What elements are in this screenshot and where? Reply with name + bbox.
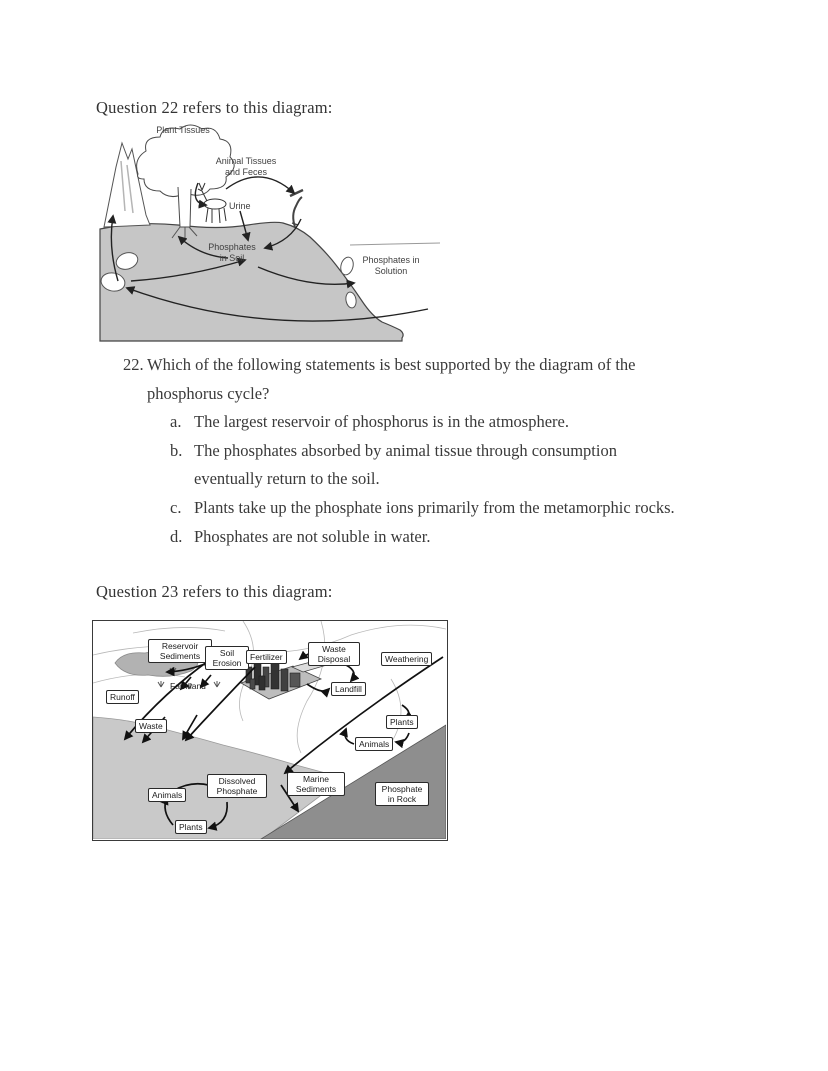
question-22-number: 22. — [123, 355, 144, 374]
label-phosphates-in-solution: Phosphates in Solution — [362, 255, 420, 276]
soil-mass — [100, 222, 403, 341]
label-waste-disposal: Waste Disposal — [308, 642, 360, 666]
label-fertilizer: Fertilizer — [246, 650, 287, 664]
arrow-waste-disposal-to-landfill — [346, 665, 354, 681]
water-line — [350, 243, 440, 245]
stem-line-2: phosphorus cycle? — [147, 383, 270, 403]
option-d-letter: d. — [170, 526, 183, 546]
arrow-plants-to-animals — [396, 733, 409, 742]
tree-trunk — [178, 187, 191, 227]
animal-remains-illustration — [290, 190, 303, 227]
label-marine-sediments: Marine Sediments — [287, 772, 345, 796]
label-soil-erosion: Soil Erosion — [205, 646, 249, 670]
option-b — [170, 437, 743, 494]
option-b-text-line-1: The phosphates absorbed by animal tissue through consumption — [194, 440, 617, 460]
option-d-text: Phosphates are not soluble in water. — [194, 526, 431, 546]
label-dissolved-phosphate: Dissolved Phosphate — [207, 774, 267, 798]
phosphorus-cycle-human-diagram — [92, 620, 448, 841]
label-urine: Urine — [229, 201, 251, 211]
label-plants-land: Plants — [386, 715, 418, 729]
option-a-letter: a. — [170, 412, 182, 432]
label-weathering: Weathering — [381, 652, 432, 666]
arrow-fertilizer-to-sea — [186, 667, 255, 740]
question-22-block — [123, 351, 743, 551]
stem-line-1: Which of the following statements is best supported by the diagram of the — [147, 355, 636, 374]
label-waste: Waste — [135, 719, 167, 733]
label-phosphate-in-rock: Phosphate in Rock — [375, 782, 429, 806]
question-22-stem — [123, 351, 743, 408]
option-b-text-line-2: eventually return to the soil. — [194, 469, 380, 489]
label-landfill: Landfill — [331, 682, 366, 696]
question23-intro-text: Question 23 refers to this diagram: — [96, 582, 333, 601]
phosphorus-cycle-natural-art — [98, 119, 440, 349]
option-d — [170, 523, 743, 552]
label-animals-water: Animals — [148, 788, 186, 802]
label-animals-land: Animals — [355, 737, 393, 751]
option-c — [170, 494, 743, 523]
option-c-text: Plants take up the phosphate ions primarily from the metamorphic rocks. — [194, 497, 675, 517]
label-plants-water: Plants — [175, 820, 207, 834]
arrow-animal-tissues-feces — [226, 177, 294, 193]
option-c-letter: c. — [170, 497, 182, 517]
label-plant-tissues: Plant Tissues — [156, 125, 210, 135]
question-22-stem-text — [147, 351, 635, 408]
label-phosphates-in-soil: Phosphates in Soil — [208, 242, 256, 263]
label-reservoir-sediments: Reservoir Sediments — [148, 639, 212, 663]
question22-intro-text: Question 22 refers to this diagram: — [96, 98, 333, 117]
question-22-options — [170, 408, 743, 551]
label-runoff: Runoff — [106, 690, 139, 704]
option-b-letter: b. — [170, 440, 183, 460]
option-a-text: The largest reservoir of phosphorus is in the atmosphere. — [194, 412, 569, 432]
label-farmland: Farmland — [170, 681, 206, 691]
arrow-city-to-landfill — [307, 684, 329, 691]
option-a — [170, 408, 743, 437]
label-animal-tissues-and-feces: Animal Tissues and Feces — [215, 156, 277, 177]
phosphorus-cycle-natural-diagram — [98, 119, 440, 349]
arrow-animals-return — [345, 729, 354, 744]
